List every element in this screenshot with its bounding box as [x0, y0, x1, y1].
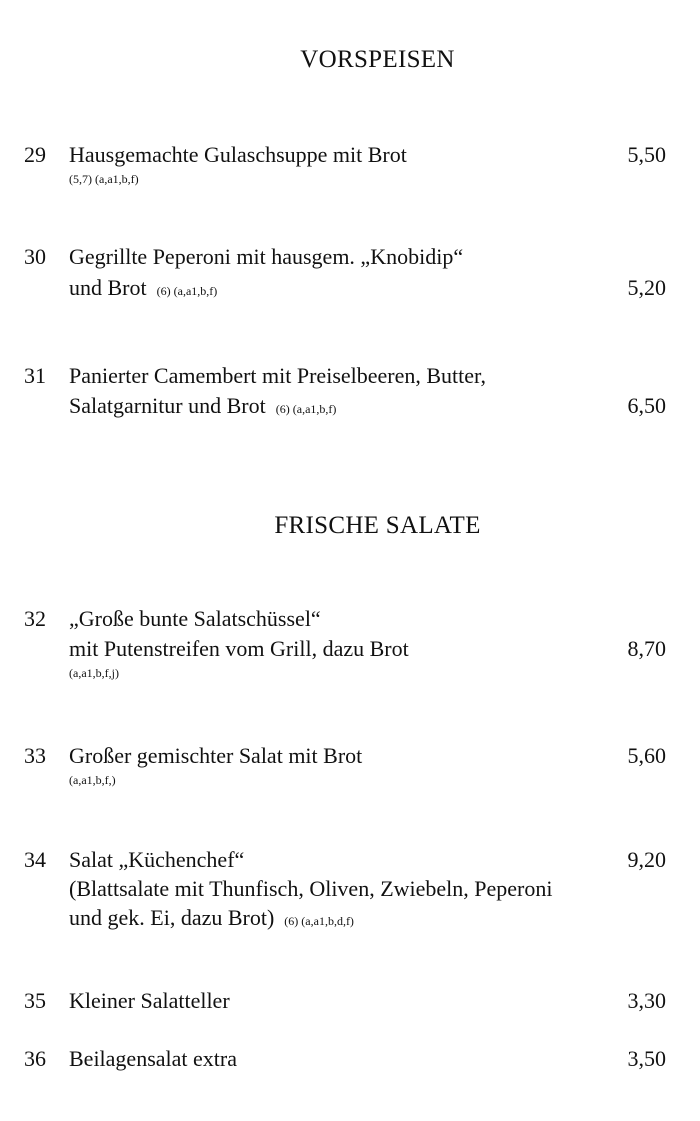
item-price: 6,50 [627, 393, 666, 418]
item-allergens: (a,a1,b,f,) [69, 773, 116, 787]
item-number: 34 [24, 847, 46, 872]
item-description: Großer gemischter Salat mit Brot [69, 743, 363, 768]
item-price: 5,50 [627, 142, 666, 167]
item-description-cont: (Blattsalate mit Thunfisch, Oliven, Zwiebeln, Peperoni [69, 876, 553, 901]
item-allergens: (6) (a,a1,b,f) [156, 284, 218, 298]
item-allergens: (6) (a,a1,b,f) [275, 402, 337, 416]
item-allergens: (5,7) (a,a1,b,f) [69, 172, 139, 186]
item-price: 5,20 [627, 275, 666, 300]
item-allergens: (a,a1,b,f,j) [69, 666, 119, 680]
item-number: 29 [24, 142, 46, 167]
item-description: Panierter Camembert mit Preiselbeeren, Butter, [69, 363, 486, 388]
item-description-cont: mit Putenstreifen vom Grill, dazu Brot [69, 636, 409, 661]
item-description: Beilagensalat extra [69, 1046, 237, 1071]
item-price: 8,70 [627, 636, 666, 661]
item-number: 31 [24, 363, 46, 388]
item-price: 5,60 [627, 743, 666, 768]
item-description-cont: Salatgarnitur und Brot (6) (a,a1,b,f) [69, 393, 337, 418]
item-price: 3,50 [627, 1046, 666, 1071]
item-description: Hausgemachte Gulaschsuppe mit Brot [69, 142, 407, 167]
item-number: 35 [24, 988, 46, 1013]
item-number: 36 [24, 1046, 46, 1071]
item-number: 30 [24, 244, 46, 269]
item-description: Kleiner Salatteller [69, 988, 230, 1013]
item-allergens: (6) (a,a1,b,d,f) [284, 914, 354, 928]
item-number: 32 [24, 606, 46, 631]
item-description: „Große bunte Salatschüssel“ [69, 606, 321, 631]
item-description: Salat „Küchenchef“ [69, 847, 245, 872]
section-title-frische-salate: FRISCHE SALATE [274, 512, 481, 539]
item-description-cont: und gek. Ei, dazu Brot) (6) (a,a1,b,d,f) [69, 905, 354, 930]
item-price: 9,20 [627, 847, 666, 872]
item-number: 33 [24, 743, 46, 768]
item-description-cont: und Brot (6) (a,a1,b,f) [69, 275, 218, 300]
item-price: 3,30 [627, 988, 666, 1013]
item-description: Gegrillte Peperoni mit hausgem. „Knobidip“ [69, 244, 464, 269]
section-title-vorspeisen: VORSPEISEN [300, 46, 455, 73]
